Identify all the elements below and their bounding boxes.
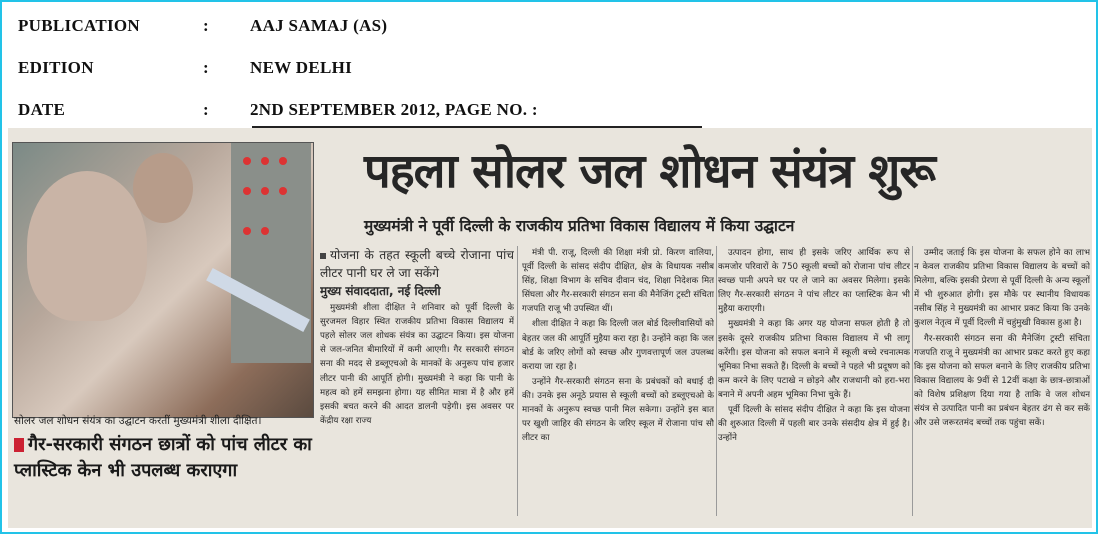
date-value: 2ND SEPTEMBER 2012, PAGE NO. : [250,100,538,119]
news-photo [12,142,314,418]
column-divider [517,246,518,516]
column-divider [716,246,717,516]
publication-label: PUBLICATION [18,16,141,35]
bullet-square [320,253,326,259]
colon: : [203,100,209,119]
paragraph: पूर्वी दिल्ली के सांसद संदीप दीक्षित ने कहा कि इस योजना की शुरुआत दिल्ली में पहली बार उनके संसदीय क्षेत्र में हुई है। उन्होंने [718,405,910,444]
paragraph: उन्होंने गैर-सरकारी संगठन सना के प्रबंधकों को बधाई दी की। उनके इस अनूठे प्रयास से स्कूली बच्चों को डब्लूएचओ के मानकों के अनुरूप स्वच्छ पानी मिल सकेगा। उन्होंने इस बात पर खुशी जाहिर की संगठन के जरिए स्कूल में रोजाना पांच सौ लीटर का [522,376,714,444]
bullet-headline-text: योजना के तहत स्कूली बच्चे रोजाना पांच लीटर पानी घर ले जा सकेंगे [320,248,514,280]
side-headline-text: गैर-सरकारी संगठन छात्रों को पांच लीटर का प्लास्टिक केन भी उपलब्ध कराएगा [14,434,312,481]
column-1 [320,246,514,522]
paragraph: गैर-सरकारी संगठन सना की मैनेजिंग ट्रस्टी संचिता गजपति राजू ने मुख्यमंत्री का आभार प्रकट करते हुए कहा कि इस योजना को सफल बनाने के लिए राजकीय प्रतिभा विकास विद्यालय के 9वीं से 12वीं कक्षा के छात्र-छात्राओं को विशेष प्रशिक्षण दिया गया है ताकि वे जल शोधन संयंत्र से उत्पादित पानी का प्रबंधन बेहतर ढंग से कर सकें और उसे जरूरतमंद बच्चों तक पहुंचा सकें। [914,333,1090,429]
paragraph: उम्मीद जताई कि इस योजना के सफल होने का लाभ न केवल राजकीय प्रतिभा विकास विद्यालय के बच्चों को मिलेगा, बल्कि इसकी प्रेरणा से पूर्वी दिल्ली के अन्य स्कूलों में भी शुरुआत होगी। इस मौके पर स्थानीय विधायक नसीब सिंह ने मुख्यमंत्री का आभार प्रकट किया कि उनके कुशल नेतृत्व में पूर्वी दिल्ली में चहुंमुखी विकास हुआ है। [914,248,1090,329]
column-4 [914,246,1090,522]
paragraph: उत्पादन होगा, साथ ही इसके जरिए आर्थिक रूप से कमजोर परिवारों के 750 स्कूली बच्चों को रोजाना पांच लीटर स्वच्छ पानी अपने घर पर ले जाने का अवसर मिलेगा। इसके लिए गैर-सरकारी संगठन ने पांच लीटर का प्लास्टिक केन भी मुहैया कराएगी। [718,248,910,315]
date-label: DATE [18,100,66,119]
paragraph: मंत्री पी. राजू, दिल्ली की शिक्षा मंत्री प्रो. किरण वालिया, पूर्वी दिल्ली के सांसद संदीप दीक्षित, क्षेत्र के विधायक नसीब सिंह, शिक्षा विभाग के सचिव दीवान चंद, शिक्षा निदेशक मित सिंघला और गैर-सरकारी संगठन सना की मैनेजिंग ट्रस्टी संचिता गजपति राजू भी उपस्थित थीं। [522,248,714,315]
edition-value: NEW DELHI [250,58,353,77]
paragraph: मुख्यमंत्री ने कहा कि अगर यह योजना सफल होती है तो इसके दूसरे राजकीय प्रतिभा विकास विद्यालय में भी लागू करेंगी। इस योजना को सफल बनाने में स्कूली बच्चे रचनात्मक भूमिका निभा सकते हैं। दिल्ली के बच्चों ने पहले भी प्रदूषण को कम करने के लिए पटाखे न छोड़ने और राजधानी को हरा-भरा बनाने में अपनी अहम भूमिका निभा चुके हैं। [718,319,910,400]
edition-label: EDITION [18,58,94,77]
column-3 [718,246,910,522]
red-bullet [14,438,24,452]
photo-figure [27,171,147,321]
photo-figure [133,153,193,223]
headline: पहला सोलर जल शोधन संयंत्र शुरू [364,144,935,199]
bullet-headline [320,246,514,282]
newspaper-clipping [8,128,1092,528]
byline: मुख्य संवाददाता, नई दिल्ली [320,284,441,298]
side-headline [14,432,314,484]
column-divider [912,246,913,516]
subheadline: मुख्यमंत्री ने पूर्वी दिल्ली के राजकीय प्रतिभा विकास विद्यालय में किया उद्घाटन [364,217,795,235]
photo-caption: सोलर जल शोधन संयंत्र का उद्घाटन करतीं मुख्यमंत्री शीला दीक्षित। [14,415,262,427]
paragraph: शीला दीक्षित ने कहा कि दिल्ली जल बोर्ड दिल्लीवासियों को बेहतर जल की आपूर्ति मुहैया करा रहा है। उन्होंने कहा कि जल बोर्ड के जरिए लोगों को स्वच्छ और गुणवत्तापूर्ण जल उपलब्ध कराया जा रहा है। [522,319,714,372]
column-2 [522,246,714,522]
paragraph: मुख्यमंत्री शीला दीक्षित ने शनिवार को पूर्वी दिल्ली के सुरजमल विहार स्थित राजकीय प्रतिभा विकास विद्यालय में पहले सोलर जल शोधक संयंत्र का उद्घाटन किया। इस योजना से जल-जनित बीमारियों में कमी आएगी। गैर सरकारी संगठन सना की मदद से डब्लूएचओ के मानकों के अनुरूप पांच हजार लीटर पानी की आपूर्ति होगी। मुख्यमंत्री ने कहा कि पानी के महत्व को हमें समझना होगा। यह सीमित मात्रा में है और हमें इसकी बचत करने की आदत डालनी पड़ेगी। इस अवसर पर केंद्रीय रक्षा राज्य [320,303,514,426]
colon: : [203,16,209,35]
colon: : [203,58,209,77]
publication-value: AAJ SAMAJ (AS) [250,16,388,35]
